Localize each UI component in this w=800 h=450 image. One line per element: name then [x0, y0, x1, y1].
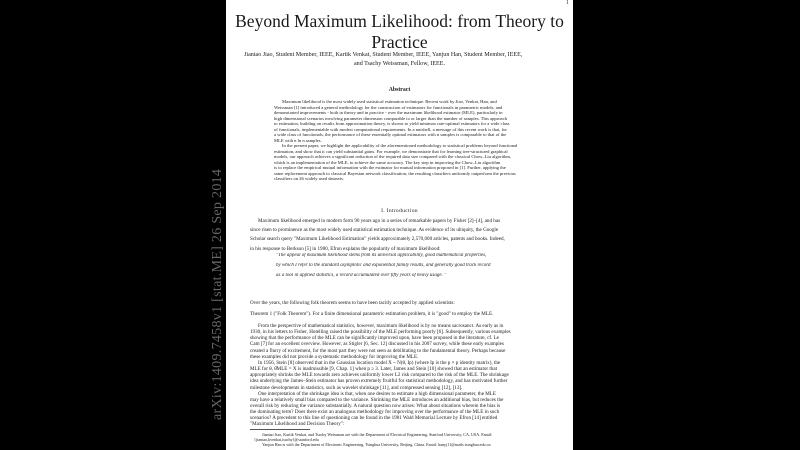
- footnote-rule: [250, 429, 310, 430]
- body-line: Cam [7] for an excellent overview. However, as Stigler [6, Sec. 12] discussed in his 2007 survey, while these early examples: [250, 341, 504, 348]
- body-line: idea underlying the James–Stein estimator has proven extremely fruitful for statistical methodology, and has motivated further: [250, 378, 508, 385]
- body-line: overall risk by reducing the variance substantially. A natural question now arises: What about situations wherein the bias is: [250, 402, 501, 409]
- page-number: 1: [566, 0, 569, 6]
- intro-line: Maximum likelihood emerged in modern form 90 years ago in a series of remarkable papers by Fisher [2]–[4], and has: [258, 218, 501, 224]
- abstract-line: Weissman [1] introduced a general methodology for the construction of estimators for functionals in parametric models, and: [274, 104, 503, 110]
- body-line: milestone developments in statistics, such as wavelet shrinkage [11], and compressed sensing [12], [13].: [250, 384, 463, 391]
- abstract-line: classifiers on 26 widely used datasets.: [274, 176, 344, 181]
- paper-title-line-2: Practice: [371, 32, 428, 52]
- paper-page: [226, 0, 573, 450]
- body-line: MLE for θ, θ̂MLE = X is inadmissible [9, Chap. 1] when p ≥ 3. Later, James and Stein [10] showed that an estimator that: [250, 366, 498, 373]
- quote-line: by which I refer to the standard asymptotic and exponential family results, and generally good track record: [276, 263, 491, 269]
- abstract-line: same replacement approach to classical Bayesian network classification, the resulting classifiers uniformly outperform the previous: [274, 170, 516, 176]
- intro-line: Over the years, the following folk theorem seems to have been tacitly accepted by applied scientists:: [250, 300, 455, 306]
- footnote-line: Jiantao Jiao, Kartik Venkat, and Tsachy Weissman are with the Department of Electrical Engineering, Stanford University, CA, USA. Email:: [262, 432, 493, 437]
- abstract-line: MLE with n ln n samples.: [274, 137, 322, 143]
- abstract-line: to estimation, building on results from approximation theory, is shown to yield minimax rate-optimal estimators for a wide class: [274, 121, 510, 126]
- body-line: 1930, in his letters to Fisher, Hotelling raised the possibility of the MLE performing poorly [6]. Subsequently, various examples: [250, 329, 511, 336]
- body-line: showing that the performance of the MLE can be significantly improved upon, have been proposed in the literature, cf. Le: [250, 335, 499, 342]
- body-line: appropriately shrinks the MLE towards zero achieves uniformly lower L2 risk compared to the risk of the MLE. The shrinkage: [250, 372, 509, 379]
- authors-line-1: Jiantao Jiao, Student Member, IEEE, Kartik Venkat, Student Member, IEEE, Yanjun Han, Student Member, IEEE,: [244, 52, 523, 58]
- abstract-line: which is an implementation of the MLE, to achieve the same accuracy. The key step in improving the Chow–Liu algorithm: [274, 159, 501, 165]
- quote-line: "The appeal of maximum likelihood stems from its universal applicability, good mathematical properties,: [276, 253, 487, 258]
- abstract-line: Maximum likelihood is the most widely used statistical estimation technique. Recent work by Jiao, Venkat, Han, and: [282, 99, 497, 104]
- intro-line: in his response to Berkson [5] in 1980, Efron explains the popularity of maximum likelihood:: [250, 245, 441, 252]
- abstract-line: estimation, and show that it can yield substantial gains. For example, we demonstrate that for learning tree-structured graphical: [274, 148, 508, 154]
- abstract-line: demonstrated improvements - both in theory and in practice - over the maximum likelihood estimator (MLE), particularly in: [274, 110, 503, 115]
- intro-line: since risen to prominence as the most widely used statistical estimation technique. As evidence of its ubiquity, the Google: [250, 227, 499, 234]
- quote-line: as a tool in applied statistics, a record accumulated over fifty years of heavy usage. ": [276, 273, 447, 279]
- abstract-line: a wide class of functionals, the performance of these essentially optimal estimators with n samples is comparable to that of the: [274, 132, 507, 137]
- arxiv-identifier: arXiv:1409.7458v1 [stat.ME] 26 Sep 2014: [210, 168, 225, 420]
- body-line: may have a relatively small bias compared to the variance. Shrinking the MLE introduces an additional bias, but reduces the: [250, 396, 504, 403]
- body-line: the dominating term? Does there exist an analogous methodology for improving over the performance of the MLE in such: [250, 409, 500, 416]
- body-line: created a flurry of excitement, for the most part they were not seen as debilitating to the fundamental theory. Perhaps because: [250, 347, 506, 354]
- body-line: In 1956, Stein [8] observed that in the Gaussian location model X ~ N(θ, Ip) (where Ip is the p × p identity matrix), the: [258, 359, 501, 366]
- body-line: "Maximum Likelihood and Decision Theory":: [250, 421, 345, 428]
- abstract-line: In the present paper, we highlight the applicability of the aforementioned methodology to statistical problems beyond functional: [282, 143, 518, 148]
- right-margin: [573, 0, 800, 450]
- body-line: From the perspective of mathematical statistics, however, maximum likelihood is by no means sacrosanct. As early as in: [258, 323, 504, 329]
- body-line: these examples did not provide a systematic methodology for improving the MLE.: [250, 353, 419, 360]
- abstract-line: is to replace the empirical mutual information with the estimator for mutual information proposed in [1]. Further, applying the: [274, 165, 506, 170]
- abstract-line: of functionals, implementable with modest computational requirements. In a nutshell, a message of this recent work is that, for: [274, 126, 507, 132]
- footnote-line: {jiantao,kvenkat,tsachy}@stanford.edu: [254, 437, 319, 443]
- authors-line-2: and Tsachy Weissman, Fellow, IEEE.: [353, 61, 446, 67]
- abstract-line: models, our approach achieves a significant reduction of the required data size compared with the classical Chow–Liu algorithm,: [274, 154, 512, 159]
- footnote-line: Yanjun Han is with the Department of Electronic Engineering, Tsinghua University, Beijing, China. Email: hanyj11@mails.tsinghua.edu.cn: [262, 442, 491, 448]
- paper-title-line-1: Beyond Maximum Likelihood: from Theory to: [235, 11, 564, 31]
- abstract-line: high dimensional scenarios involving parameter dimension comparable to or larger than the number of samples. This approach: [274, 115, 507, 121]
- abstract-heading: Abstract: [388, 87, 411, 93]
- body-line: scenarios? A precedent to this line of questioning can be found in the 1981 Wald Memorial Lecture by Efron [14] entitled: [250, 415, 498, 422]
- intro-line: Scholar search query "Maximum Likelihood Estimation" yields approximately 2,570,000 articles, patents and books. Indeed,: [250, 236, 505, 243]
- section-heading-introduction: I. Introduction: [381, 208, 418, 214]
- folk-theorem: Theorem 1 ("Folk Theorem"). For a finite dimensional parametric estimation problem, it is "good" to employ the MLE.: [250, 311, 494, 317]
- body-line: One interpretation of the shrinkage idea is that, when one desires to estimate a high dimensional parameter, the MLE: [258, 390, 496, 397]
